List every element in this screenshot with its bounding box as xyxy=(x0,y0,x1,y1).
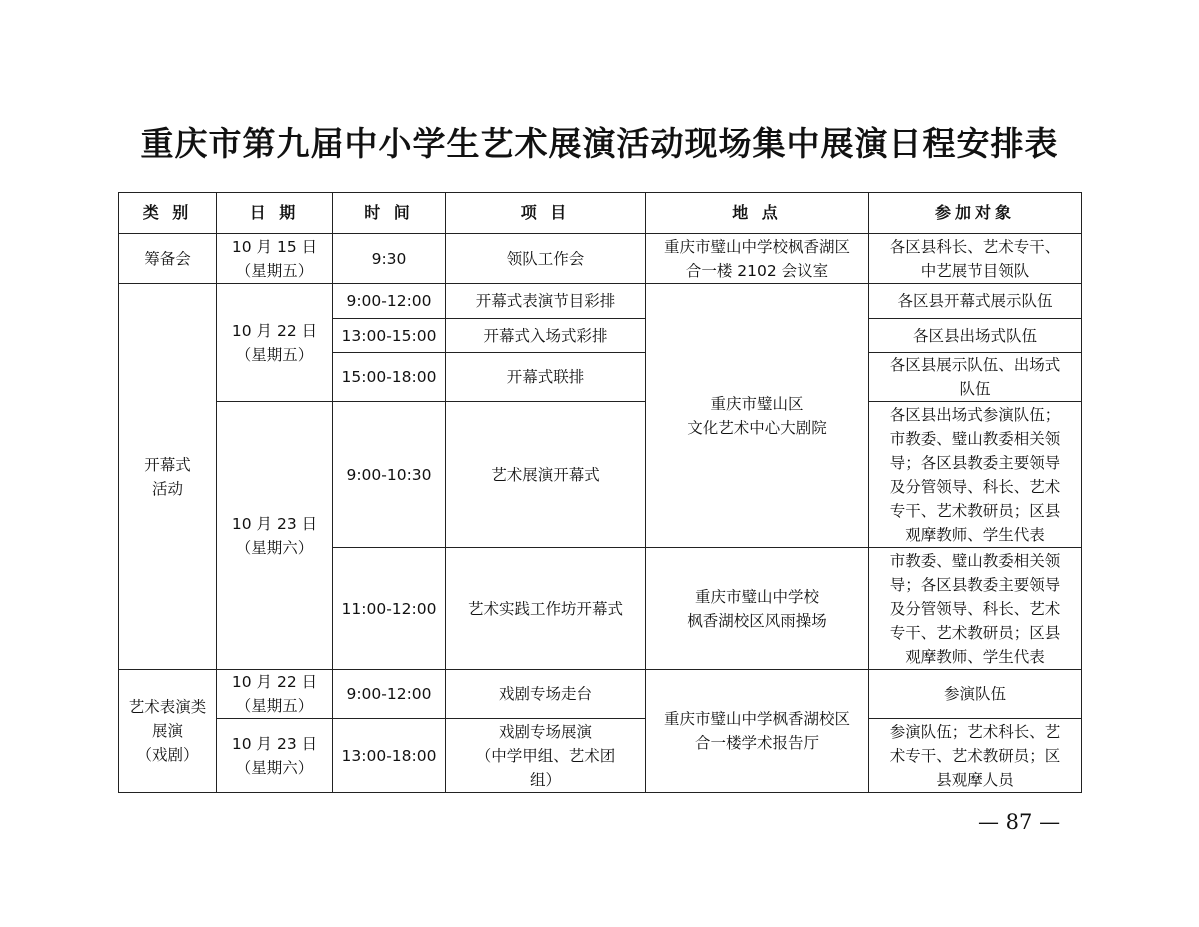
place-cell xyxy=(646,284,869,548)
audience-line: 专干、艺术教研员；区县 xyxy=(889,501,1061,520)
date-line: 10 月 22 日 xyxy=(231,321,318,340)
schedule-table xyxy=(118,192,1082,793)
audience-line: 导；各区县教委主要领导 xyxy=(889,575,1061,594)
table-row xyxy=(119,402,1082,548)
audience-line: 各区县科长、艺术专干、 xyxy=(889,237,1061,256)
date-cell xyxy=(217,719,333,793)
audience-line: 队伍 xyxy=(959,380,991,398)
weekday-line: （星期六） xyxy=(235,758,314,777)
date-line: 10 月 23 日 xyxy=(231,514,318,533)
place-line: 重庆市璧山区 xyxy=(710,394,804,413)
header-category: 类 别 xyxy=(119,193,217,234)
audience-line: 及分管领导、科长、艺术 xyxy=(889,477,1061,496)
table-row xyxy=(119,234,1082,284)
date-cell xyxy=(217,284,333,402)
category-line: 艺术表演类 xyxy=(128,698,207,716)
category-line: 活动 xyxy=(151,479,183,498)
audience-cell xyxy=(869,402,1082,548)
item-cell: 开幕式表演节目彩排 xyxy=(446,284,646,319)
header-place: 地 点 xyxy=(646,193,869,234)
place-line: 文化艺术中心大剧院 xyxy=(687,418,827,437)
audience-cell xyxy=(869,548,1082,670)
time-cell: 9:30 xyxy=(333,234,446,284)
time-cell: 13:00-15:00 xyxy=(333,319,446,353)
audience-line: 各区县展示队伍、出场式 xyxy=(889,356,1061,374)
place-line: 重庆市璧山中学校枫香湖区 xyxy=(663,237,850,256)
place-line: 合一楼 2102 会议室 xyxy=(685,261,829,280)
time-cell: 9:00-12:00 xyxy=(333,670,446,719)
weekday-line: （星期五） xyxy=(235,697,314,715)
item-line: 戏剧专场展演 xyxy=(498,722,592,741)
table-row xyxy=(119,670,1082,719)
header-audience: 参加对象 xyxy=(869,193,1082,234)
audience-cell xyxy=(869,719,1082,793)
time-cell: 9:00-10:30 xyxy=(333,402,446,548)
audience-line: 专干、艺术教研员；区县 xyxy=(889,623,1061,642)
item-cell: 领队工作会 xyxy=(446,234,646,284)
audience-cell xyxy=(869,234,1082,284)
header-time: 时 间 xyxy=(333,193,446,234)
date-cell xyxy=(217,402,333,670)
category-cell xyxy=(119,284,217,670)
header-item: 项 目 xyxy=(446,193,646,234)
time-cell: 9:00-12:00 xyxy=(333,284,446,319)
audience-line: 市教委、璧山教委相关领 xyxy=(889,551,1061,570)
time-cell: 15:00-18:00 xyxy=(333,353,446,402)
audience-line: 观摩教师、学生代表 xyxy=(905,525,1045,544)
date-line: 10 月 22 日 xyxy=(231,673,318,691)
audience-cell xyxy=(869,353,1082,402)
item-cell: 戏剧专场走台 xyxy=(446,670,646,719)
table-header-row xyxy=(119,193,1082,234)
audience-line: 导；各区县教委主要领导 xyxy=(889,453,1061,472)
date-cell xyxy=(217,234,333,284)
audience-line: 参演队伍；艺术科长、艺 xyxy=(889,722,1061,741)
audience-cell: 各区县开幕式展示队伍 xyxy=(869,284,1082,319)
place-cell xyxy=(646,548,869,670)
category-line: 展演 xyxy=(151,722,183,740)
item-cell: 开幕式入场式彩排 xyxy=(446,319,646,353)
page-number: — 87 — xyxy=(978,810,1061,834)
place-line: 重庆市璧山中学校 xyxy=(694,587,819,606)
item-cell xyxy=(446,719,646,793)
place-line: 重庆市璧山中学枫香湖校区 xyxy=(663,710,850,728)
date-cell xyxy=(217,670,333,719)
time-cell: 13:00-18:00 xyxy=(333,719,446,793)
weekday-line: （星期五） xyxy=(235,345,314,364)
place-cell xyxy=(646,234,869,284)
audience-line: 县观摩人员 xyxy=(936,770,1014,789)
item-cell: 开幕式联排 xyxy=(446,353,646,402)
item-cell: 艺术实践工作坊开幕式 xyxy=(446,548,646,670)
place-cell xyxy=(646,670,869,793)
audience-line: 观摩教师、学生代表 xyxy=(905,647,1045,666)
item-cell: 艺术展演开幕式 xyxy=(446,402,646,548)
document-title: 重庆市第九届中小学生艺术展演活动现场集中展演日程安排表 xyxy=(140,124,1059,163)
audience-cell: 各区县出场式队伍 xyxy=(869,319,1082,353)
place-line: 枫香湖校区风雨操场 xyxy=(687,611,827,630)
place-line: 合一楼学术报告厅 xyxy=(694,734,819,752)
category-cell: 筹备会 xyxy=(119,234,217,284)
audience-line: 中艺展节目领队 xyxy=(920,261,1030,280)
audience-line: 市教委、璧山教委相关领 xyxy=(889,429,1061,448)
time-cell: 11:00-12:00 xyxy=(333,548,446,670)
date-line: 10 月 15 日 xyxy=(231,237,318,256)
category-line: （戏剧） xyxy=(136,746,199,764)
audience-line: 术专干、艺术教研员；区 xyxy=(889,746,1061,765)
item-line: （中学甲组、艺术团 xyxy=(475,746,616,765)
table-row xyxy=(119,284,1082,319)
item-line: 组） xyxy=(529,770,561,789)
audience-cell: 参演队伍 xyxy=(869,670,1082,719)
audience-line: 及分管领导、科长、艺术 xyxy=(889,599,1061,618)
category-line: 开幕式 xyxy=(144,455,191,474)
category-cell xyxy=(119,670,217,793)
audience-line: 各区县出场式参演队伍； xyxy=(889,405,1061,424)
weekday-line: （星期六） xyxy=(235,538,314,557)
header-date: 日 期 xyxy=(217,193,333,234)
table-row xyxy=(119,719,1082,793)
weekday-line: （星期五） xyxy=(235,261,314,280)
date-line: 10 月 23 日 xyxy=(231,734,318,753)
